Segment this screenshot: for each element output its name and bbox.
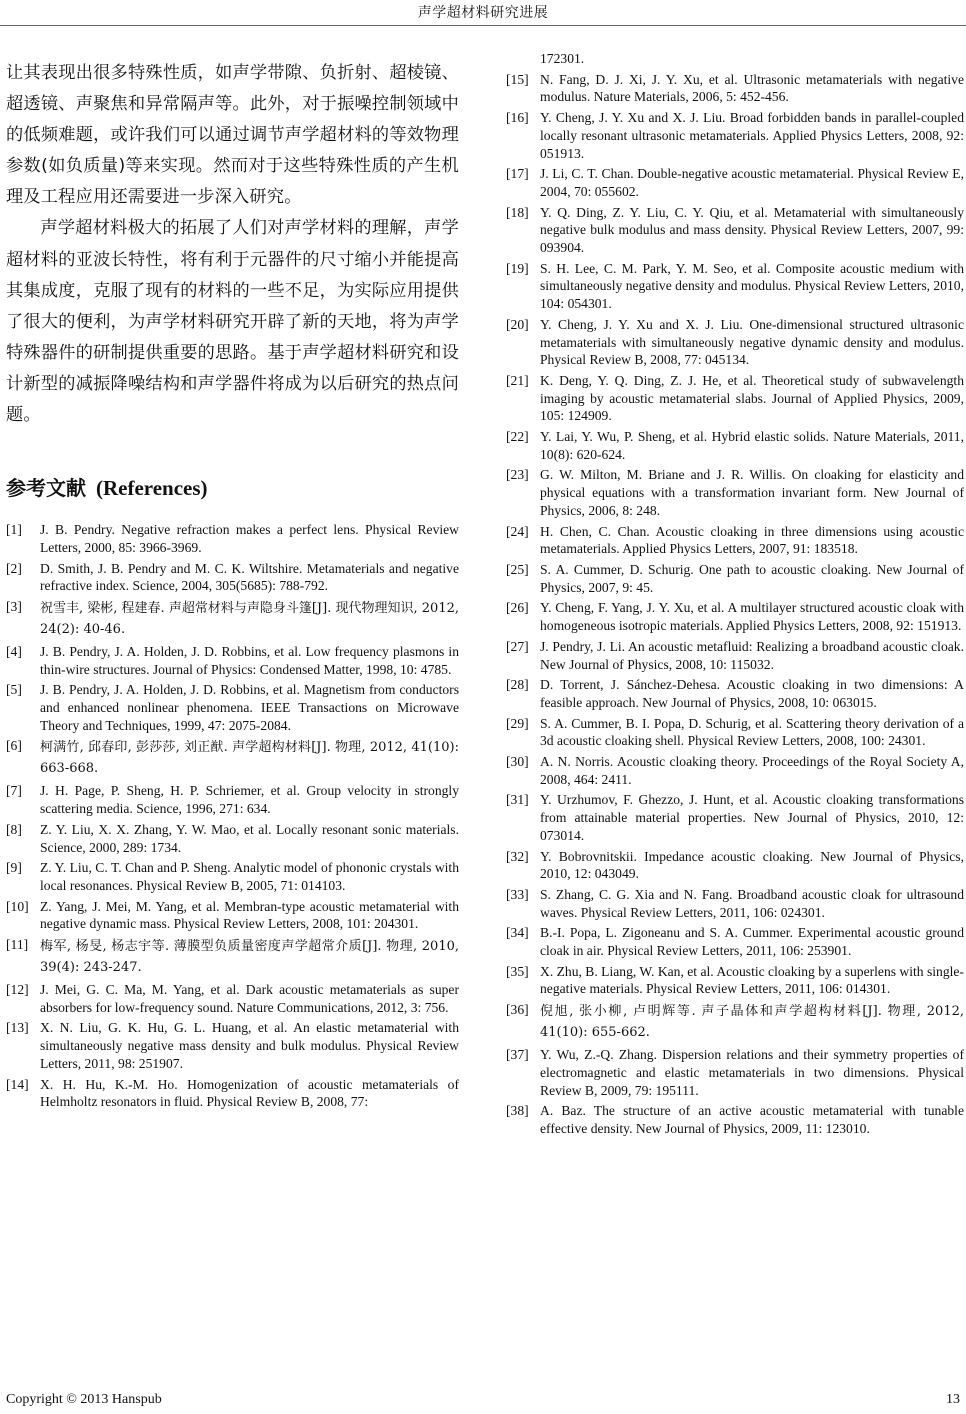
references-heading xyxy=(6,475,459,501)
reference-text: J. B. Pendry, J. A. Holden, J. D. Robbins, et al. Low frequency plasmons in thin-wire structures. Journal of Physics: Condensed Matter, 1998, 10: 4785. xyxy=(40,643,459,677)
reference-text: Y. Cheng, F. Yang, J. Y. Xu, et al. A multilayer structured acoustic cloak with homogeneous isotropic materials. Applied Physics Letters, 2008, 92: 151913. xyxy=(540,600,964,634)
reference-item xyxy=(506,466,964,519)
reference-number: [31] xyxy=(506,792,529,808)
reference-item xyxy=(506,260,964,313)
reference-item xyxy=(6,521,459,556)
reference-item xyxy=(506,316,964,369)
reference-text: A. N. Norris. Acoustic cloaking theory. Proceedings of the Royal Society A, 2008, 464: 2411. xyxy=(540,754,964,787)
reference-text: J. Pendry, J. Li. An acoustic metafluid: Realizing a broadband acoustic cloak. New Journal of Physics, 2008, 10: 115032. xyxy=(540,638,964,672)
reference-item xyxy=(6,598,459,640)
reference-text: S. A. Cummer, D. Schurig. One path to acoustic cloaking. New Journal of Physics, 2007, 9: 45. xyxy=(540,561,964,595)
reference-text: N. Fang, D. J. Xi, J. Y. Xu, et al. Ultrasonic metamaterials with negative modulus. Nature Materials, 2006, 5: 452-456. xyxy=(540,71,964,105)
reference-number: [7] xyxy=(6,783,22,799)
reference-item xyxy=(6,643,459,678)
reference-item xyxy=(6,681,459,734)
reference-item xyxy=(6,859,459,894)
reference-text: Y. Lai, Y. Wu, P. Sheng, et al. Hybrid elastic solids. Nature Materials, 2011, 10(8): 620-624. xyxy=(540,429,964,462)
reference-item xyxy=(506,109,964,162)
reference-number: [5] xyxy=(6,682,22,698)
reference-number: [19] xyxy=(506,260,529,276)
reference-number: [23] xyxy=(506,467,529,483)
reference-text: A. Baz. The structure of an active acoustic metamaterial with tunable effective density. New Journal of Physics, 2009, 11: 123010. xyxy=(540,1103,964,1136)
reference-text: J. H. Page, P. Sheng, H. P. Schriemer, et al. Group velocity in strongly scattering media. Science, 1996, 271: 634. xyxy=(40,783,459,817)
reference-item xyxy=(506,753,964,788)
reference-item xyxy=(506,204,964,257)
reference-number: [27] xyxy=(506,638,529,654)
reference-item xyxy=(506,165,964,200)
reference-text: Y. Bobrovnitskii. Impedance acoustic cloaking. New Journal of Physics, 2010, 12: 043049. xyxy=(540,848,964,882)
header-rule xyxy=(0,25,966,26)
reference-text: 梅军, 杨旻, 杨志宇等. 薄膜型负质量密度声学超常介质[J]. 物理, 2010, 39(4): 243-247. xyxy=(40,939,459,976)
reference-item xyxy=(506,1001,964,1043)
reference-continuation xyxy=(506,50,964,68)
reference-item xyxy=(506,963,964,998)
reference-number: [4] xyxy=(6,643,22,659)
reference-item xyxy=(506,791,964,844)
reference-number: [36] xyxy=(506,1002,529,1018)
reference-number: [18] xyxy=(506,204,529,220)
reference-item xyxy=(506,71,964,106)
reference-number: [9] xyxy=(6,860,22,876)
reference-text: X. N. Liu, G. K. Hu, G. L. Huang, et al. An elastic metamaterial with simultaneously negative mass density and bulk modulus. Physical Review Letters, 2011, 98: 251907. xyxy=(40,1020,459,1071)
reference-number: [35] xyxy=(506,963,529,979)
reference-text: Y. Q. Ding, Z. Y. Liu, C. Y. Qiu, et al. Metamaterial with simultaneously negative bulk modulus and mass density. Physical Review Letters, 2007, 99: 093904. xyxy=(540,204,964,256)
reference-number: [11] xyxy=(6,937,29,953)
reference-item xyxy=(506,428,964,463)
reference-continuation-text: 172301. xyxy=(540,51,585,66)
reference-number: [2] xyxy=(6,560,22,576)
reference-number: [3] xyxy=(6,598,22,614)
reference-number: [28] xyxy=(506,677,529,693)
reference-text: J. B. Pendry, J. A. Holden, J. D. Robbins, et al. Magnetism from conductors and enhanced nonlinear phenomena. IEEE Transactions on Microwave Theory and Techniques, 1999, 47: 2075-2084. xyxy=(40,682,459,733)
reference-item xyxy=(506,924,964,959)
reference-item xyxy=(6,981,459,1016)
reference-number: [38] xyxy=(506,1103,529,1119)
reference-item xyxy=(506,676,964,711)
references-heading-en: (References) xyxy=(96,476,208,501)
reference-number: [6] xyxy=(6,738,22,754)
reference-item xyxy=(6,821,459,856)
reference-item xyxy=(506,1046,964,1099)
reference-number: [29] xyxy=(506,715,529,731)
reference-item xyxy=(6,560,459,595)
left-column xyxy=(6,58,459,1114)
reference-text: 柯满竹, 邱春印, 彭莎莎, 刘正猷. 声学超构材料[J]. 物理, 2012, 41(10): 663-668. xyxy=(40,740,459,777)
reference-number: [32] xyxy=(506,848,529,864)
reference-text: Y. Cheng, J. Y. Xu and X. J. Liu. One-dimensional structured ultrasonic metamaterials with simultaneously negative dynamic density and modulus. Physical Review B, 2008, 77: 045134. xyxy=(540,316,964,368)
reference-item xyxy=(506,599,964,634)
reference-item xyxy=(506,638,964,673)
reference-text: Z. Yang, J. Mei, M. Yang, et al. Membran-type acoustic metamaterial with negative dynamic mass. Physical Review Letters, 2008, 101: 204301. xyxy=(40,898,459,932)
reference-item xyxy=(506,886,964,921)
body-paragraph-1: 让其表现出很多特殊性质，如声学带隙、负折射、超棱镜、超透镜、声聚焦和异常隔声等。此外，对于振噪控制领域中的低频难题，或许我们可以通过调节声学超材料的等效物理参数(如负质量)等来实现。然而对于这些特殊性质的产生机理及工程应用还需要进一步深入研究。 xyxy=(6,63,459,208)
reference-text: J. Mei, G. C. Ma, M. Yang, et al. Dark acoustic metamaterials as super absorbers for low-frequency sound. Nature Communications, 2012, 3: 756. xyxy=(40,982,459,1015)
reference-number: [13] xyxy=(6,1020,29,1036)
reference-number: [10] xyxy=(6,898,29,914)
reference-item xyxy=(506,848,964,883)
reference-number: [17] xyxy=(506,166,529,182)
reference-text: H. Chen, C. Chan. Acoustic cloaking in three dimensions using acoustic metamaterials. Applied Physics Letters, 2007, 91: 183518. xyxy=(540,523,964,557)
reference-text: X. H. Hu, K.-M. Ho. Homogenization of acoustic metamaterials of Helmholtz resonators in fluid. Physical Review B, 2008, 77: xyxy=(40,1076,459,1110)
reference-number: [1] xyxy=(6,522,22,538)
reference-text: Z. Y. Liu, C. T. Chan and P. Sheng. Analytic model of phononic crystals with local resonances. Physical Review B, 2005, 71: 014103. xyxy=(40,860,459,893)
right-column xyxy=(506,50,964,1141)
reference-text: B.-I. Popa, L. Zigoneanu and S. A. Cummer. Experimental acoustic ground cloak in air. Physical Review Letters, 2011, 106: 253901. xyxy=(540,925,964,959)
reference-item xyxy=(506,372,964,425)
reference-text: S. Zhang, C. G. Xia and N. Fang. Broadband acoustic cloak for ultrasound waves. Physical Review Letters, 2011, 106: 024301. xyxy=(540,886,964,920)
copyright: Copyright © 2013 Hanspub xyxy=(6,1392,162,1407)
reference-number: [20] xyxy=(506,316,529,332)
reference-text: G. W. Milton, M. Briane and J. R. Willis. On cloaking for elasticity and physical equations with a transformation invariant form. New Journal of Physics, 2006, 8: 248. xyxy=(540,467,964,518)
reference-number: [8] xyxy=(6,821,22,837)
reference-number: [16] xyxy=(506,110,529,126)
page-number: 13 xyxy=(946,1392,960,1407)
reference-text: Y. Cheng, J. Y. Xu and X. J. Liu. Broad forbidden bands in parallel-coupled locally resonant ultrasonic metamaterials. Applied Physics Letters, 2008, 92: 051913. xyxy=(540,110,964,161)
reference-item xyxy=(506,1102,964,1137)
reference-item xyxy=(6,936,459,978)
reference-list-left xyxy=(6,521,459,1111)
reference-item xyxy=(506,561,964,596)
reference-number: [24] xyxy=(506,523,529,539)
reference-text: D. Torrent, J. Sánchez-Dehesa. Acoustic cloaking in two dimensions: A feasible approach. New Journal of Physics, 2008, 10: 063015. xyxy=(540,677,964,710)
reference-number: [34] xyxy=(506,925,529,941)
reference-number: [25] xyxy=(506,561,529,577)
reference-item xyxy=(506,715,964,750)
reference-item xyxy=(6,1019,459,1072)
reference-list-right xyxy=(506,71,964,1138)
reference-text: K. Deng, Y. Q. Ding, Z. J. He, et al. Theoretical study of subwavelength imaging by acoustic metamaterial slabs. Journal of Applied Physics, 2009, 105: 124909. xyxy=(540,372,964,424)
reference-text: J. B. Pendry. Negative refraction makes a perfect lens. Physical Review Letters, 2000, 85: 3966-3969. xyxy=(40,522,459,555)
reference-number: [14] xyxy=(6,1076,29,1092)
reference-text: S. H. Lee, C. M. Park, Y. M. Seo, et al. Composite acoustic medium with simultaneously negative density and modulus. Physical Review Letters, 2010, 104: 054301. xyxy=(540,260,964,312)
references-heading-cn: 参考文献 xyxy=(6,476,86,501)
running-title: 声学超材料研究进展 xyxy=(417,5,549,21)
reference-text: Y. Urzhumov, F. Ghezzo, J. Hunt, et al. Acoustic cloaking transformations from attainable material properties. New Journal of Physics, 2010, 12: 073014. xyxy=(540,792,964,843)
reference-number: [12] xyxy=(6,982,29,998)
reference-text: D. Smith, J. B. Pendry and M. C. K. Wiltshire. Metamaterials and negative refractive index. Science, 2004, 305(5685): 788-792. xyxy=(40,560,459,594)
reference-number: [26] xyxy=(506,600,529,616)
reference-number: [33] xyxy=(506,886,529,902)
reference-item xyxy=(6,898,459,933)
reference-item xyxy=(6,1076,459,1111)
reference-text: Y. Wu, Z.-Q. Zhang. Dispersion relations and their symmetry properties of electromagnetic and elastic metamaterials in two dimensions. Physical Review B, 2009, 79: 195111. xyxy=(540,1047,964,1098)
reference-item xyxy=(6,737,459,779)
reference-text: S. A. Cummer, B. I. Popa, D. Schurig, et al. Scattering theory derivation of a 3d acoustic cloaking shell. Physical Review Letters, 2008, 100: 24301. xyxy=(540,715,964,749)
reference-text: J. Li, C. T. Chan. Double-negative acoustic metamaterial. Physical Review E, 2004, 70: 055602. xyxy=(540,166,964,199)
reference-item xyxy=(6,782,459,817)
reference-text: 祝雪丰, 梁彬, 程建春. 声超常材料与声隐身斗篷[J]. 现代物理知识, 2012, 24(2): 40-46. xyxy=(40,600,459,637)
reference-number: [30] xyxy=(506,754,529,770)
body-paragraph-2: 声学超材料极大的拓展了人们对声学材料的理解，声学超材料的亚波长特性，将有利于元器件的尺寸缩小并能提高其集成度，克服了现有的材料的一些不足，为实际应用提供了很大的便利，为声学材料研究开辟了新的天地，将为声学特殊器件的研制提供重要的思路。基于声学超材料研究和设计新型的减振降噪结构和声学器件将成为以后研究的热点问题。 xyxy=(6,218,459,426)
reference-number: [37] xyxy=(506,1047,529,1063)
reference-item xyxy=(506,523,964,558)
reference-number: [21] xyxy=(506,372,529,388)
reference-text: 倪旭, 张小柳, 卢明辉等. 声子晶体和声学超构材料[J]. 物理, 2012, 41(10): 655-662. xyxy=(540,1004,964,1041)
reference-number: [22] xyxy=(506,429,529,445)
reference-number: [15] xyxy=(506,71,529,87)
reference-text: X. Zhu, B. Liang, W. Kan, et al. Acoustic cloaking by a superlens with single-negative materials. Physical Review Letters, 2011, 106: 014301. xyxy=(540,963,964,997)
reference-text: Z. Y. Liu, X. X. Zhang, Y. W. Mao, et al. Locally resonant sonic materials. Science, 2000, 289: 1734. xyxy=(40,821,459,855)
